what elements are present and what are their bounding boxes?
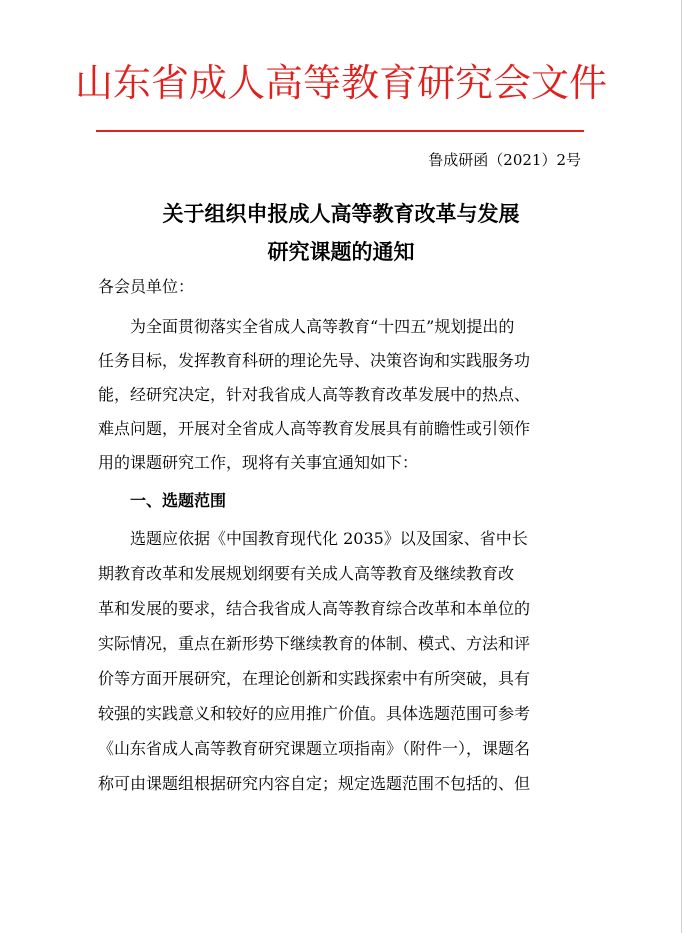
section-1-line: 期教育改革和发展规划纲要有关成人高等教育及继续教育改 bbox=[98, 564, 515, 583]
notice-title-line-2: 研究课题的通知 bbox=[267, 240, 415, 264]
intro-line: 用的课题研究工作，现将有关事宜通知如下： bbox=[98, 453, 419, 472]
salutation: 各会员单位： bbox=[98, 277, 195, 296]
intro-line: 为全面贯彻落实全省成人高等教育“十四五”规划提出的 bbox=[130, 317, 515, 336]
section-heading-topic-scope: 一、选题范围 bbox=[130, 491, 227, 510]
section-1-line: 实际情况，重点在新形势下继续教育的体制、模式、方法和评 bbox=[98, 634, 531, 653]
document-masthead: 山东省成人高等教育研究会文件 bbox=[74, 61, 607, 105]
section-1-line: 选题应依据《中国教育现代化 2035》以及国家、省中长 bbox=[130, 529, 528, 548]
notice-title-line-1: 关于组织申报成人高等教育改革与发展 bbox=[162, 202, 520, 226]
section-1-line: 价等方面开展研究，在理论创新和实践探索中有所突破，具有 bbox=[98, 669, 531, 688]
intro-line: 难点问题，开展对全省成人高等教育发展具有前瞻性或引领作 bbox=[98, 419, 531, 438]
section-1-line: 较强的实践意义和较好的应用推广价值。具体选题范围可参考 bbox=[98, 704, 531, 723]
document-number: 鲁成研函（2021）2号 bbox=[428, 151, 581, 169]
section-1-line: 《山东省成人高等教育研究课题立项指南》（附件一），课题名 bbox=[98, 739, 531, 758]
red-divider-rule bbox=[96, 130, 584, 132]
section-1-line: 称可由课题组根据研究内容自定；规定选题范围不包括的、但 bbox=[98, 774, 531, 793]
intro-line: 任务目标，发挥教育科研的理论先导、决策咨询和实践服务功 bbox=[98, 351, 531, 370]
section-1-line: 革和发展的要求，结合我省成人高等教育综合改革和本单位的 bbox=[98, 599, 531, 618]
intro-line: 能，经研究决定，针对我省成人高等教育改革发展中的热点、 bbox=[98, 385, 531, 404]
